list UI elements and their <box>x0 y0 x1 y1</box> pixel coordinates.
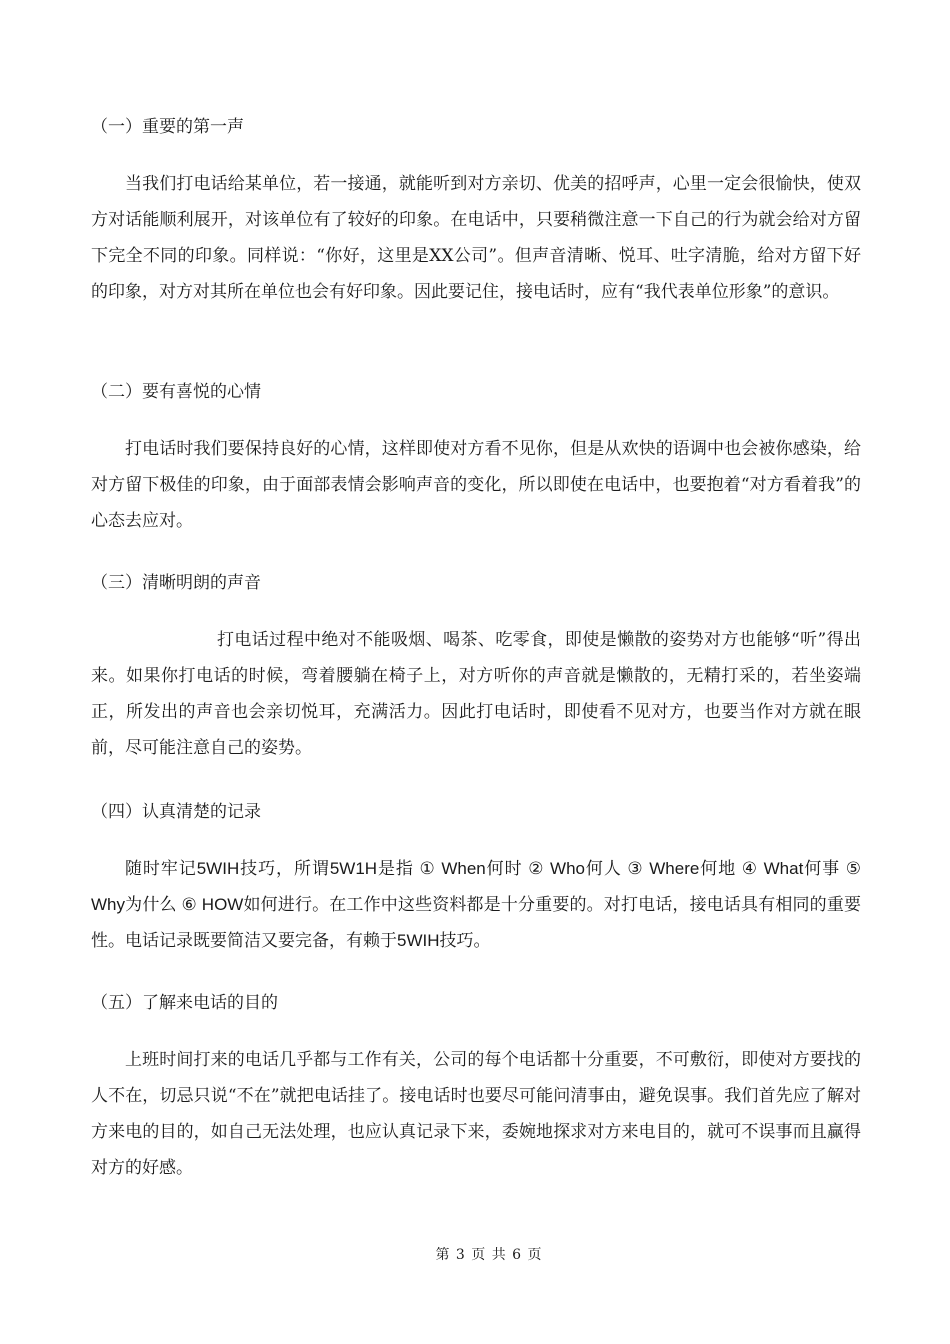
section-3-body: 打电话过程中绝对不能吸烟、喝茶、吃零食，即使是懒散的姿势对方也能够“听”得出来。如果你打电话的时候，弯着腰躺在椅子上，对方听你的声音就是懒散的，无精打采的，若坐姿端正，所发出的声音也会亲切悦耳，充满活力。因此打电话时，即使看不见对方，也要当作对方就在眼前，尽可能注意自己的姿势。 <box>91 630 861 758</box>
section-2-heading: （二）要有喜悦的心情 <box>91 382 261 402</box>
section-4-heading: （四）认真清楚的记录 <box>91 802 261 822</box>
section-5-heading: （五）了解来电话的目的 <box>91 993 278 1013</box>
section-2-body: 打电话时我们要保持良好的心情，这样即使对方看不见你，但是从欢快的语调中也会被你感染，给对方留下极佳的印象，由于面部表情会影响声音的变化，所以即使在电话中，也要抱着“对方看着我”的心态去应对。 <box>91 439 861 531</box>
section-3-heading: （三）清晰明朗的声音 <box>91 573 261 593</box>
section-1-body: 当我们打电话给某单位，若一接通，就能听到对方亲切、优美的招呼声，心里一定会很愉快，使双方对话能顺利展开，对该单位有了较好的印象。在电话中，只要稍微注意一下自己的行为就会给对方留下完全不同的印象。同样说：“你好，这里是XX公司”。但声音清晰、悦耳、吐字清脆，给对方留下好的印象，对方对其所在单位也会有好印象。因此要记住，接电话时，应有“我代表单位形象”的意识。 <box>91 174 861 302</box>
section-1-heading: （一）重要的第一声 <box>91 117 244 137</box>
section-4-body: 随时牢记5WIH技巧，所谓5W1H是指 ① When何时 ② Who何人 ③ Where何地 ④ What何事 ⑤ Why为什么 ⑥ HOW如何进行。在工作中这些资料都是十分重要的。对打电话，接电话具有相同的重要性。电话记录既要简洁又要完备，有赖于5WIH技巧。 <box>91 859 861 950</box>
section-5-body: 上班时间打来的电话几乎都与工作有关，公司的每个电话都十分重要，不可敷衍，即使对方要找的人不在，切忌只说“不在”就把电话挂了。接电话时也要尽可能问清事由，避免误事。我们首先应了解对方来电的目的，如自己无法处理，也应认真记录下来，委婉地探求对方来电目的，就可不误事而且赢得对方的好感。 <box>91 1050 861 1178</box>
page-number-footer: 第 3 页 共 6 页 <box>435 1247 543 1263</box>
